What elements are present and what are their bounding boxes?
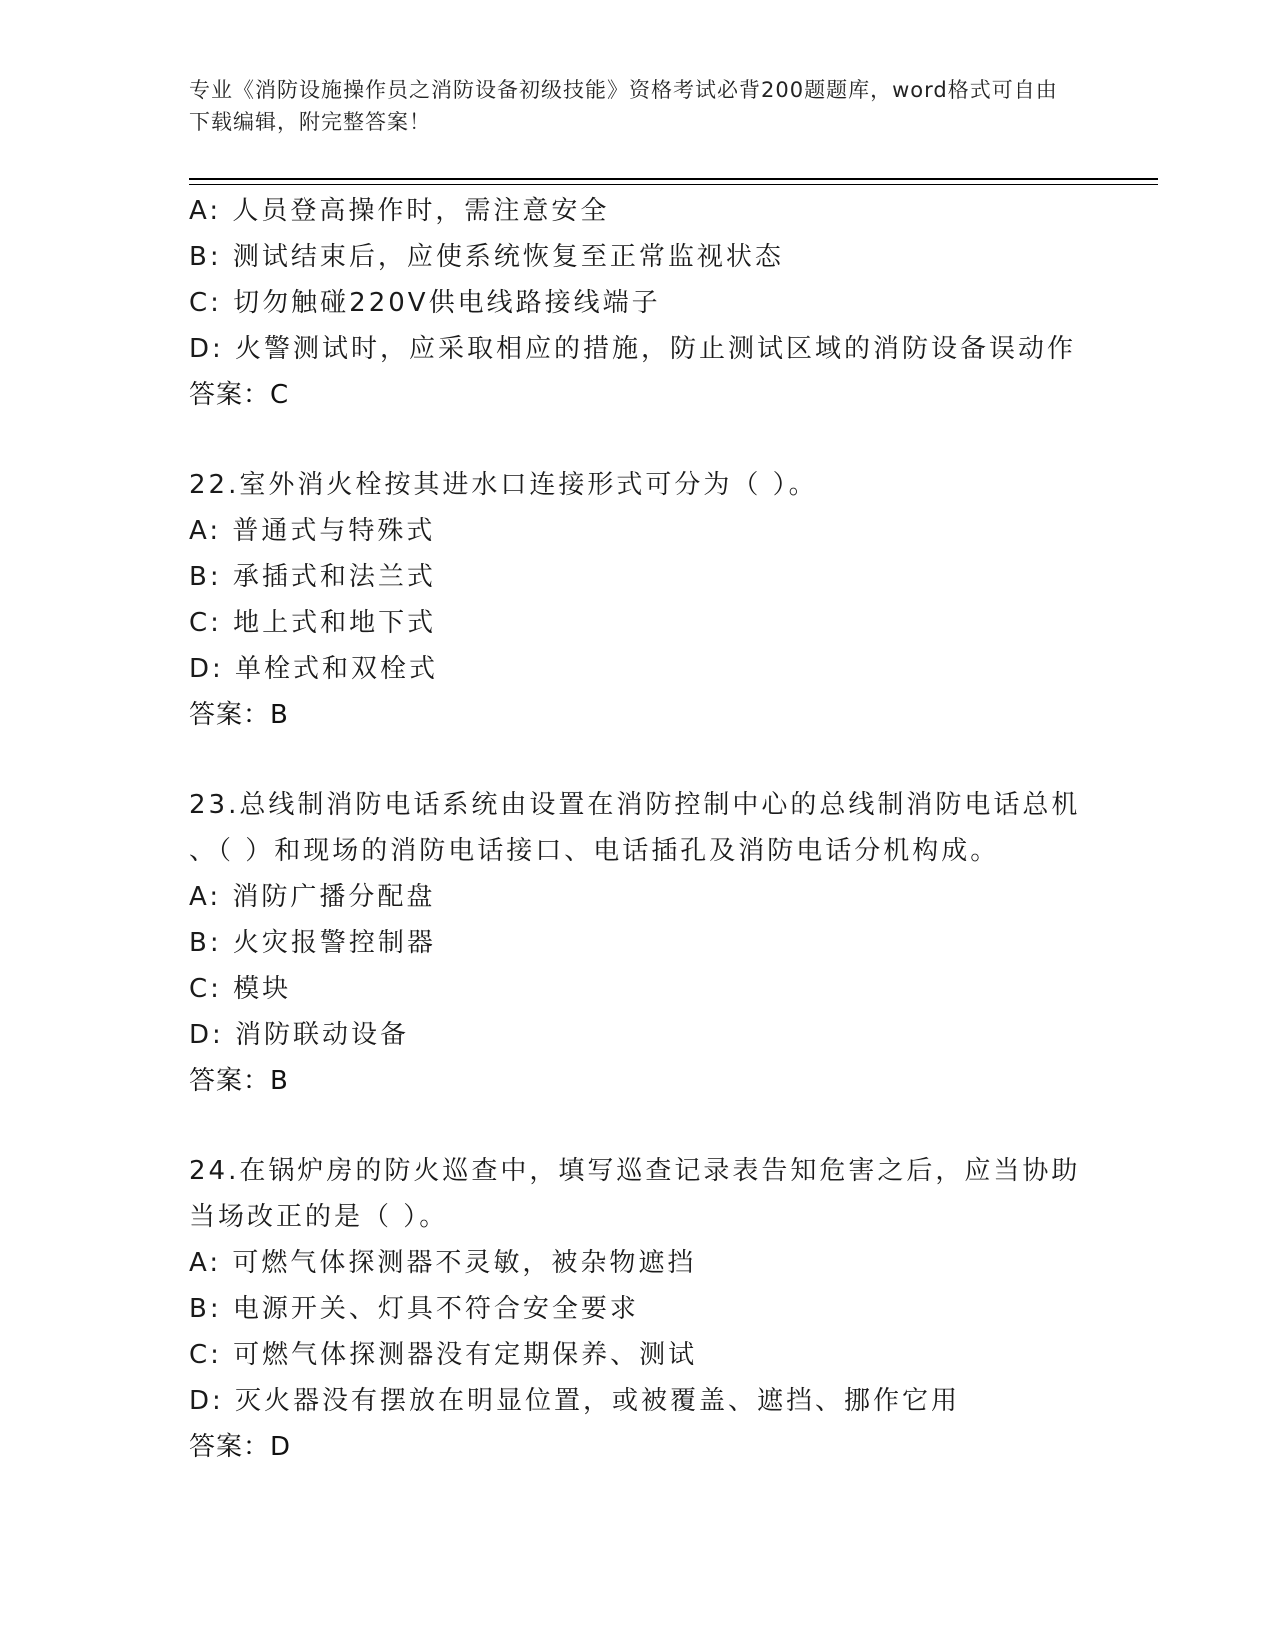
spacer: [189, 418, 1089, 462]
document-header: 专业《消防设施操作员之消防设备初级技能》资格考试必背200题题库，word格式可自由下载编辑，附完整答案！: [189, 78, 1058, 134]
option-b: B: 火灾报警控制器: [189, 928, 436, 958]
question-text-line-2: 、（ ）和现场的消防电话接口、电话插孔及消防电话分机构成。: [189, 836, 1000, 866]
spacer: [189, 738, 1089, 782]
option-d: D: 单栓式和双栓式: [189, 654, 439, 684]
option-c: C: 可燃气体探测器没有定期保养、测试: [189, 1340, 698, 1370]
option-a: A: 普通式与特殊式: [189, 516, 436, 546]
question-text-line-1: 23.总线制消防电话系统由设置在消防控制中心的总线制消防电话总机: [189, 790, 1081, 820]
option-c: C: 模块: [189, 974, 292, 1004]
answer-text: 答案：B: [189, 1066, 289, 1096]
question-block-21: [189, 188, 1089, 418]
option-b: B: 承插式和法兰式: [189, 562, 436, 592]
question-text-line-2: 当场改正的是（ ）。: [189, 1202, 449, 1232]
option-b: B: 电源开关、灯具不符合安全要求: [189, 1294, 639, 1324]
question-text: 22.室外消火栓按其进水口连接形式可分为（ ）。: [189, 470, 818, 500]
header-divider-thin: [189, 184, 1158, 185]
option-d: D: 灭火器没有摆放在明显位置，或被覆盖、遮挡、挪作它用: [189, 1386, 961, 1416]
answer-text: 答案：B: [189, 700, 289, 730]
question-content: [189, 188, 1089, 1470]
option-d: D: 消防联动设备: [189, 1020, 410, 1050]
option-c: C: 地上式和地下式: [189, 608, 437, 638]
header-divider-thick: [189, 178, 1158, 180]
option-a: A: 可燃气体探测器不灵敏，被杂物遮挡: [189, 1248, 697, 1278]
question-block-23: [189, 782, 1089, 1104]
option-a: A: 人员登高操作时，需注意安全: [189, 196, 610, 226]
option-a: A: 消防广播分配盘: [189, 882, 436, 912]
answer-text: 答案：D: [189, 1432, 292, 1462]
option-c: C: 切勿触碰220V供电线路接线端子: [189, 288, 661, 318]
question-block-22: [189, 462, 1089, 738]
answer-text: 答案：C: [189, 380, 290, 410]
question-block-24: [189, 1148, 1089, 1470]
option-d: D: 火警测试时，应采取相应的措施，防止测试区域的消防设备误动作: [189, 334, 1077, 364]
spacer: [189, 1104, 1089, 1148]
option-b: B: 测试结束后，应使系统恢复至正常监视状态: [189, 242, 784, 272]
question-text-line-1: 24.在锅炉房的防火巡查中，填写巡查记录表告知危害之后，应当协助: [189, 1156, 1081, 1186]
